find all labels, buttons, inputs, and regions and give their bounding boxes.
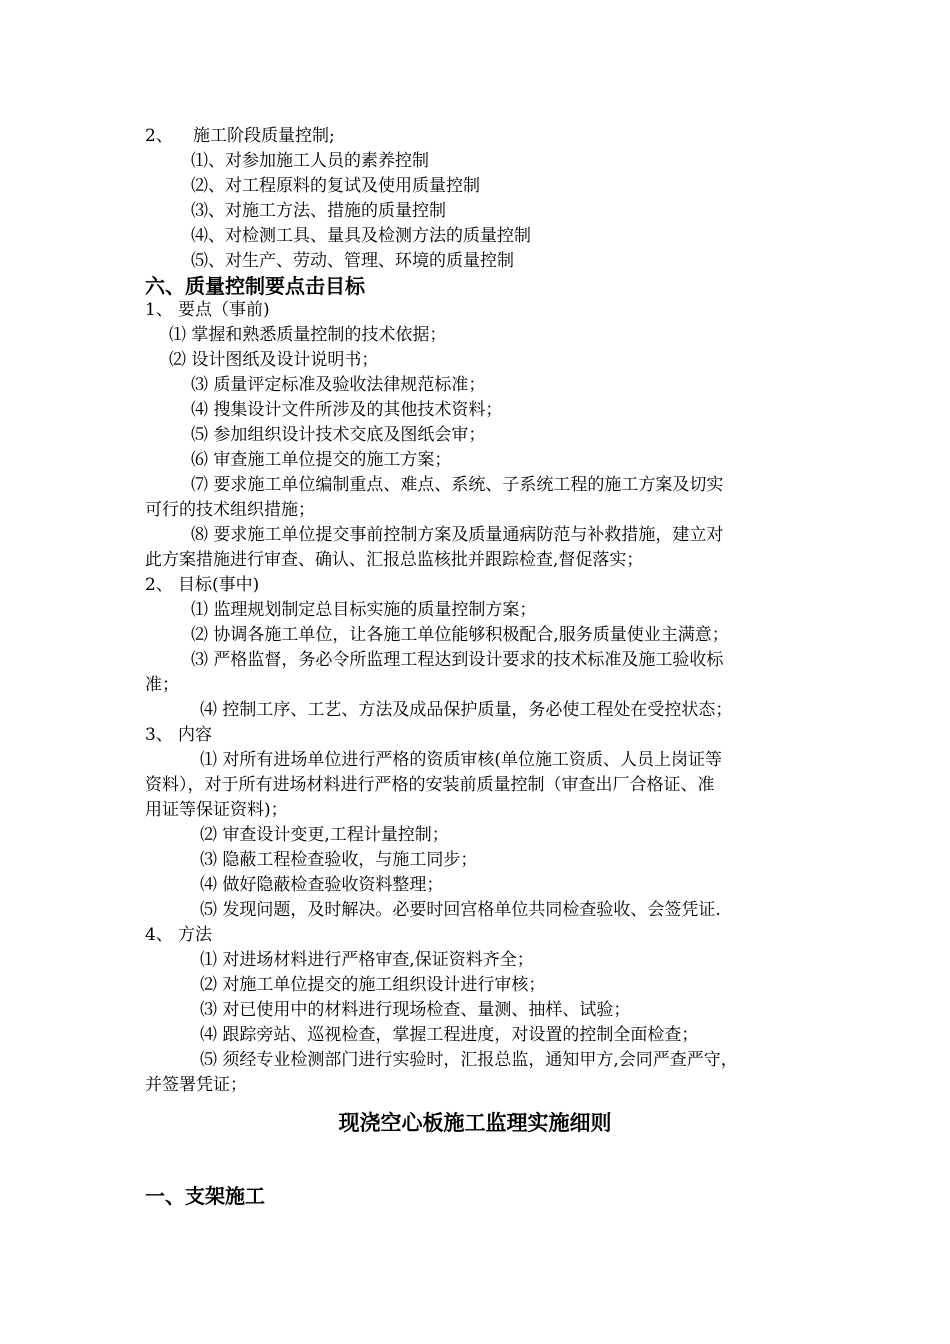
point-3-item-continued: 用证等保证资料)； [145,800,288,820]
point-1-item-continued: 此方案措施进行审查、确认、汇报总监核批并跟踪检查,督促落实； [145,550,644,570]
point-3-heading [145,723,212,748]
point-4-item: ⑷ 跟踪旁站、巡视检查，掌握工程进度，对设置的控制全面检查； [200,1025,699,1045]
point-2-item-continued: 准； [145,675,179,695]
section-2-number: 2、 [145,126,173,146]
point-1-item: ⑺ 要求施工单位编制重点、难点、系统、子系统工程的施工方案及切实 [191,475,724,495]
point-3-item: ⑴ 对所有进场单位进行严格的资质审核(单位施工资质、人员上岗证等 [200,750,723,770]
point-3-number: 3、 [145,725,173,745]
point-3-item: ⑷ 做好隐蔽检查验收资料整理； [200,875,444,895]
point-4-item-continued: 并签署凭证； [145,1075,247,1095]
point-1-item: ⑷ 搜集设计文件所涉及的其他技术资料； [191,400,503,420]
point-1-number: 1、 [145,300,173,320]
point-2-number: 2、 [145,575,173,595]
section-heading: 一、支架施工 [145,1184,265,1208]
point-1-text: 要点（事前) [178,300,270,320]
point-4-text: 方法 [178,925,212,945]
point-4-item: ⑸ 须经专业检测部门进行实验时，汇报总监，通知甲方,会同严查严守， [200,1050,738,1070]
point-4-item: ⑵ 对施工单位提交的施工组织设计进行审核； [200,975,546,995]
point-3-item: ⑶ 隐蔽工程检查验收，与施工同步； [200,850,478,870]
point-1-item: ⑶ 质量评定标准及验收法律规范标准； [191,375,486,395]
point-3-item: ⑸ 发现问题，及时解决。必要时回宫格单位共同检查验收、会签凭证. [200,900,721,920]
point-1-heading [145,298,270,323]
document-title: 现浇空心板施工监理实施细则 [338,1111,612,1135]
section-2-heading [145,124,335,149]
point-2-heading [145,573,259,598]
point-2-item: ⑷ 控制工序、工艺、方法及成品保护质量，务必使工程处在受控状态； [200,700,733,720]
section-2-item: ⑴、对参加施工人员的素养控制 [191,151,429,171]
section-2-item: ⑸、对生产、劳动、管理、环境的质量控制 [191,251,514,271]
point-2-item: ⑴ 监理规划制定总目标实施的质量控制方案； [191,600,537,620]
point-3-item-continued: 资料），对于所有进场材料进行严格的安装前质量控制（审查出厂合格证、准 [145,775,715,795]
point-1-item: ⑵ 设计图纸及设计说明书； [169,350,379,370]
point-2-item: ⑵ 协调各施工单位，让各施工单位能够积极配合,服务质量使业主满意； [191,625,729,645]
chapter-6-heading: 六、质量控制要点击目标 [145,274,365,298]
point-4-number: 4、 [145,925,173,945]
point-1-item: ⑹ 审查施工单位提交的施工方案； [191,450,452,470]
section-2-item: ⑵、对工程原料的复试及使用质量控制 [191,176,480,196]
point-4-item: ⑶ 对已使用中的材料进行现场检查、量测、抽样、试验； [200,1000,631,1020]
point-1-item: ⑻ 要求施工单位提交事前控制方案及质量通病防范与补救措施，建立对 [191,525,724,545]
point-1-item: ⑴ 掌握和熟悉质量控制的技术依据； [169,325,447,345]
section-2-item: ⑷、对检测工具、量具及检测方法的质量控制 [191,226,531,246]
point-4-item: ⑴ 对进场材料进行严格审查,保证资料齐全； [200,950,534,970]
point-2-text: 目标(事中) [178,575,260,595]
section-2-item: ⑶、对施工方法、措施的质量控制 [191,201,446,221]
point-4-heading [145,923,212,948]
point-1-item-continued: 可行的技术组织措施； [145,500,315,520]
point-3-item: ⑵ 审查设计变更,工程计量控制； [200,825,449,845]
section-2-text: 施工阶段质量控制; [193,126,335,146]
point-2-item: ⑶ 严格监督，务必令所监理工程达到设计要求的技术标准及施工验收标 [191,650,724,670]
point-3-text: 内容 [178,725,212,745]
point-1-item: ⑸ 参加组织设计技术交底及图纸会审； [191,425,486,445]
